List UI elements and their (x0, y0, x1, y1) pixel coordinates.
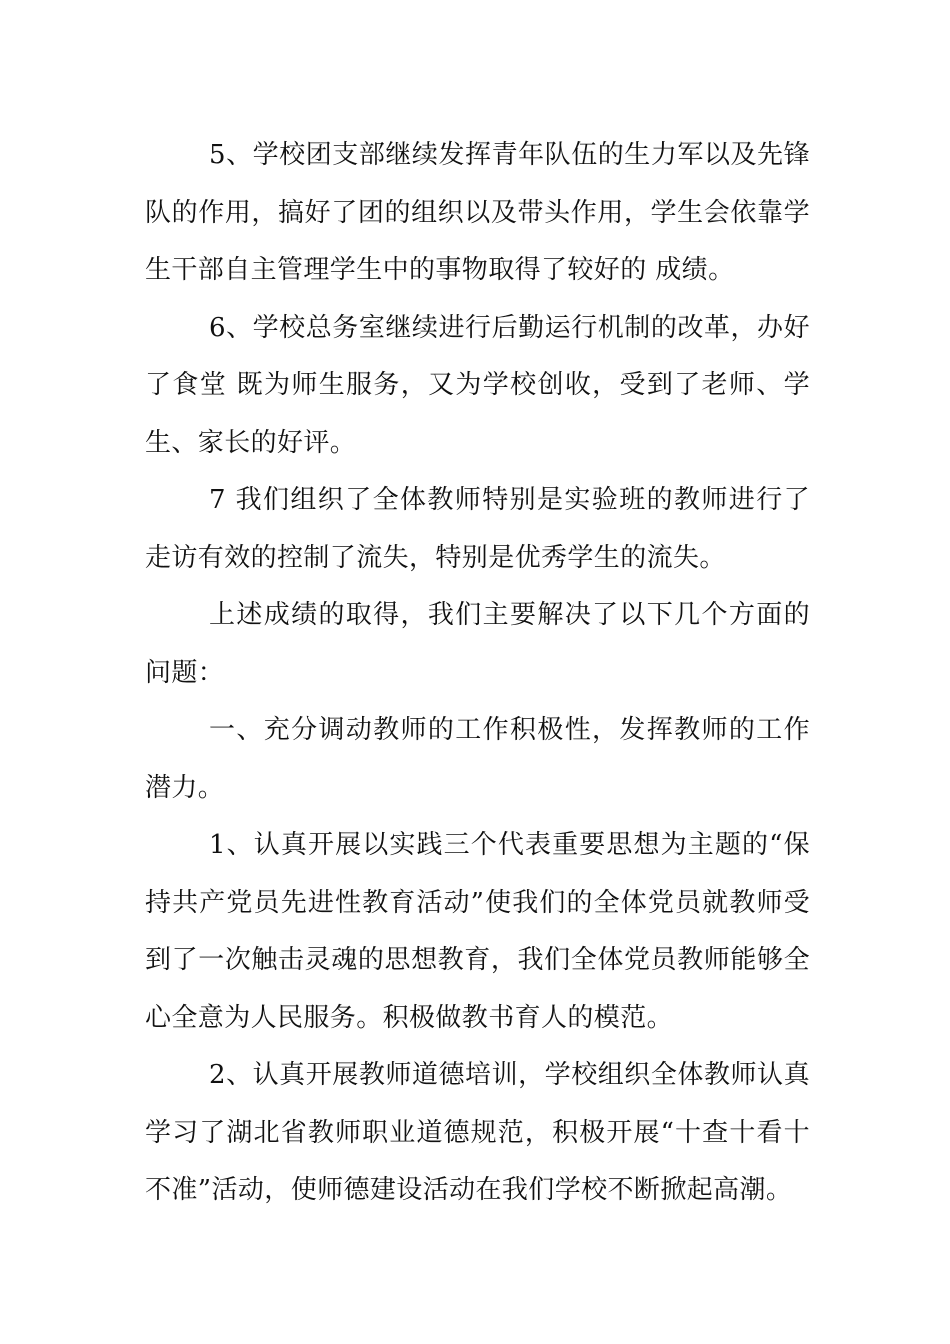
paragraph-1: 5、学校团支部继续发挥青年队伍的生力军以及先锋队的作用，搞好了团的组织以及带头作用，学生会依靠学生干部自主管理学生中的事物取得了较好的 成绩。 (145, 140, 810, 285)
paragraph-6: 1、认真开展以实践三个代表重要思想为主题的“保持共产党员先进性教育活动”使我们的全体党员就教师受到了一次触击灵魂的思想教育，我们全体党员教师能够全心全意为人民服务。积极做教书育人的模范。 (145, 830, 810, 1033)
paragraph-2: 6、学校总务室继续进行后勤运行机制的改革，办好了食堂 既为师生服务，又为学校创收，受到了老师、学生、家长的好评。 (145, 312, 810, 458)
paragraph-7: 2、认真开展教师道德培训，学校组织全体教师认真学习了湖北省教师职业道德规范，积极开展“十查十看十不准”活动，使师德建设活动在我们学校不断掀起高潮。 (145, 1060, 810, 1205)
document-body (145, 127, 810, 1220)
paragraph-4: 上述成绩的取得，我们主要解决了以下几个方面的问题： (145, 600, 810, 688)
paragraph-3: 7 我们组织了全体教师特别是实验班的教师进行了走访有效的控制了流失，特别是优秀学生的流失。 (145, 485, 810, 573)
paragraph-5: 一、充分调动教师的工作积极性，发挥教师的工作潜力。 (145, 715, 810, 803)
